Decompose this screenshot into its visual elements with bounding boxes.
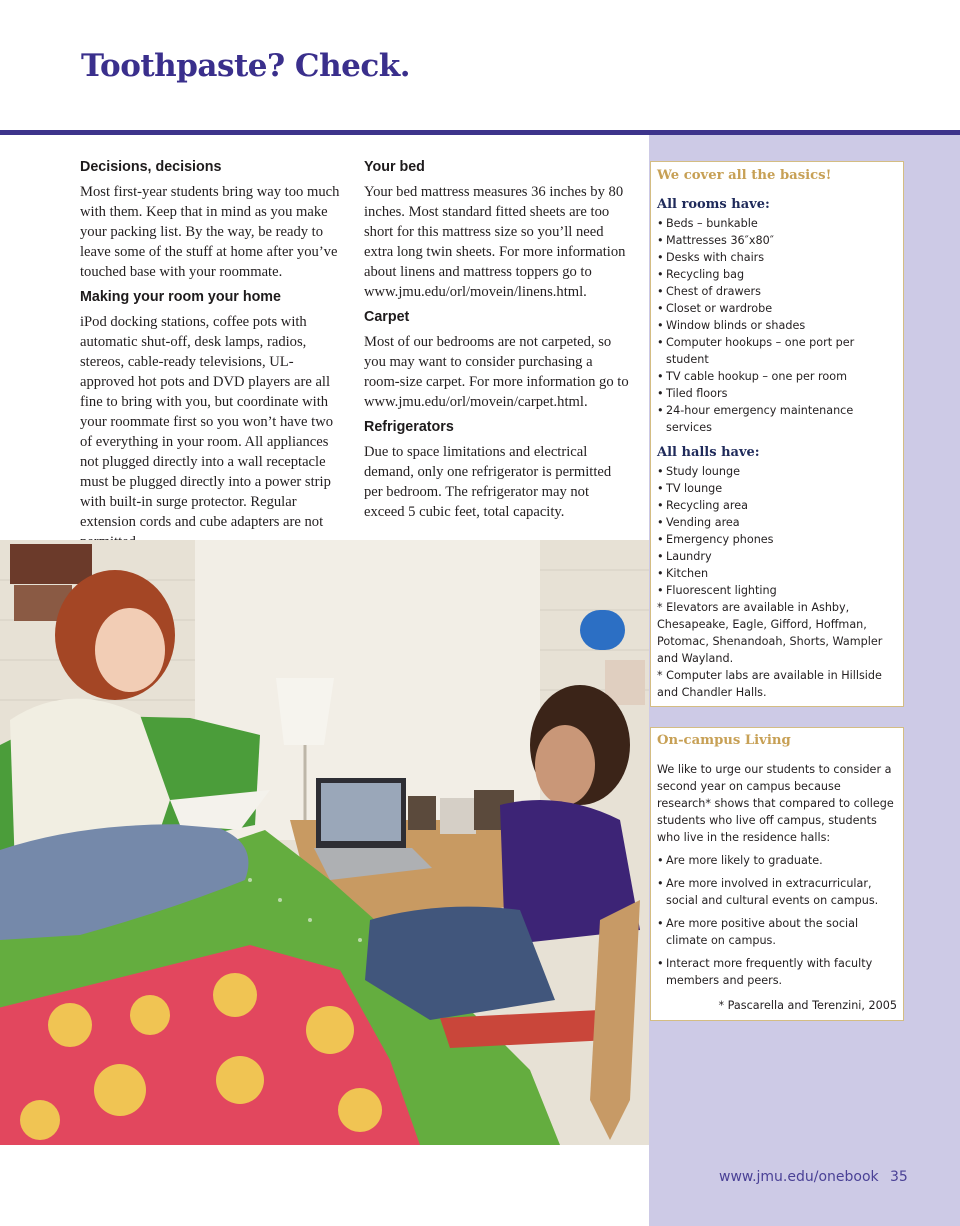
paragraph-refrigerators: Due to space limitations and electrical demand, only one refrigerator is permitted per bedroom. The refrigerator may not exceed 5 cubic feet, total capacity. — [364, 444, 612, 520]
list-item: • Recycling bag — [657, 266, 897, 283]
heading-your-bed: Your bed — [364, 159, 425, 175]
basics-box — [650, 161, 904, 707]
header-rule — [0, 130, 960, 135]
list-item: • Beds – bunkable — [657, 215, 897, 232]
list-item: • Study lounge — [657, 463, 897, 480]
on-campus-title: On-campus Living — [657, 733, 791, 748]
list-item: • Emergency phones — [657, 531, 897, 548]
list-item: • Fluorescent lighting — [657, 582, 897, 599]
list-item: • TV cable hookup – one per room — [657, 368, 897, 385]
heading-carpet: Carpet — [364, 309, 410, 325]
on-campus-living-box — [650, 727, 904, 1021]
paragraph-making-room: iPod docking stations, coffee pots with automatic shut-off, desk lamps, radios, stereos, cable-ready televisions, UL-approved hot pots and DVD players are all fine to bring with you, but coordinate with your roommate first so you won’t have two of everything in your room. All appliances not plugged directly into a wall receptacle must be plugged directly into a power strip with built-in surge protector. Regular extension cords and cube adapters are not — [80, 314, 334, 530]
halls-list — [657, 463, 897, 599]
heading-making-room: Making your room your home — [80, 289, 281, 305]
page-title: Toothpaste? Check. — [81, 48, 411, 84]
computer-labs-note: * Computer labs are available in Hillside and Chandler Halls. — [657, 669, 882, 699]
halls-subtitle: All halls have: — [657, 445, 760, 460]
on-campus-list — [657, 852, 897, 989]
list-item: • Mattresses 36″x80″ — [657, 232, 897, 249]
list-item: • Closet or wardrobe — [657, 300, 897, 317]
list-item: • Are more positive about the social climate on campus. — [657, 915, 897, 949]
middle-column — [364, 158, 629, 528]
list-item: • Window blinds or shades — [657, 317, 897, 334]
footer-url-link[interactable]: www.jmu.edu/onebook — [719, 1169, 879, 1185]
list-item: • Recycling area — [657, 497, 897, 514]
heading-decisions: Decisions, decisions — [80, 159, 222, 175]
left-column — [80, 158, 342, 558]
page-number: 35 — [890, 1169, 908, 1185]
list-item: • TV lounge — [657, 480, 897, 497]
dorm-room-photo — [0, 540, 649, 1145]
list-item: • Laundry — [657, 548, 897, 565]
list-item: • Chest of drawers — [657, 283, 897, 300]
basics-title: We cover all the basics! — [657, 168, 832, 183]
list-item: • Are more likely to graduate. — [657, 852, 897, 869]
list-item: • Interact more frequently with faculty members and peers. — [657, 955, 897, 989]
list-item: • Tiled floors — [657, 385, 897, 402]
paragraph-decisions: Most first-year students bring way too much with them. Keep that in mind as you make your packing list. By the way, be ready to leave some of the stuff at home after you’ve touched base with your roommate. — [80, 184, 340, 280]
list-item: • Desks with chairs — [657, 249, 897, 266]
list-item: • Computer hookups – one port per student — [657, 334, 897, 368]
list-item: • Vending area — [657, 514, 897, 531]
rooms-list — [657, 215, 897, 436]
list-item: • 24-hour emergency maintenance services — [657, 402, 897, 436]
paragraph-your-bed: Your bed mattress measures 36 inches by 80 inches. Most standard fitted sheets are too short for this mattress size so you’ll need extra long twin sheets. For more information about linens and mattress toppers go to www.jmu.edu/orl/movein/linens.html. — [364, 184, 626, 300]
list-item: • Kitchen — [657, 565, 897, 582]
on-campus-intro: We like to urge our students to consider a second year on campus because research* shows that compared to college students who live off campus, students who live in the residence halls: — [657, 763, 894, 844]
elevators-note: * Elevators are available in Ashby, Chesapeake, Eagle, Gifford, Hoffman, Potomac, Shenandoah, Shorts, Wampler and Wayland. — [657, 601, 883, 665]
heading-refrigerators: Refrigerators — [364, 419, 454, 435]
citation: * Pascarella and Terenzini, 2005 — [718, 999, 897, 1012]
rooms-subtitle: All rooms have: — [657, 197, 770, 212]
paragraph-carpet: Most of our bedrooms are not carpeted, so you may want to consider purchasing a room-size carpet. For more information go to www.jmu.edu/orl/movein/carpet.html. — [364, 334, 629, 410]
list-item: • Are more involved in extracurricular, social and cultural events on campus. — [657, 875, 897, 909]
